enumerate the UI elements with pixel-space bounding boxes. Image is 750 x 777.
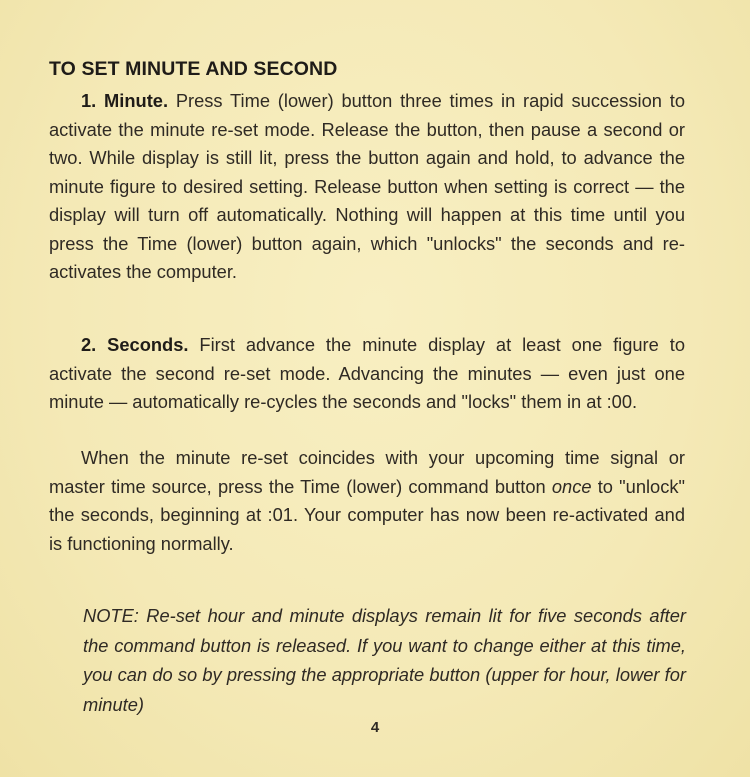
seconds-label: 2. Seconds. (81, 334, 189, 355)
minute-text: Press Time (lower) button three times in rapid succession to activate the minute re-set mode. Release the button, then pause a second or two. While display is still lit, press the button again and hold, to advance the minute figure to desired setting. Release button when setting is correct — the display will turn off automatically. Nothing will happen at this time until you press the Time (lower) button again, which "unlocks" the seconds and re-activates the computer. (49, 90, 685, 282)
minute-instructions (49, 87, 685, 287)
followup-emphasis: once (551, 475, 592, 497)
seconds-text: First advance the minute display at least one figure to activate the second re-set mode. Advancing the minutes — even just one minute — automatically re-cycles the seconds and "locks" them in at :00. (49, 334, 685, 412)
followup-instructions (49, 444, 685, 558)
page-number: 4 (370, 719, 380, 736)
followup-text-after: to "unlock" the seconds, beginning at :01. Your computer has now been re-activated and is functioning normally. (49, 475, 685, 554)
section-heading: TO SET MINUTE AND SECOND (49, 58, 338, 80)
followup-text-before: When the minute re-set coincides with your upcoming time signal or master time source, press the Time (lower) command button (49, 447, 685, 497)
seconds-instructions (49, 331, 685, 417)
minute-label: 1. Minute. (81, 90, 169, 111)
note-text: NOTE: Re-set hour and minute displays remain lit for five seconds after the command button is released. If you want to change either at this time, you can do so by pressing the appropriate button (upper for hour, lower for minute) (83, 605, 686, 715)
